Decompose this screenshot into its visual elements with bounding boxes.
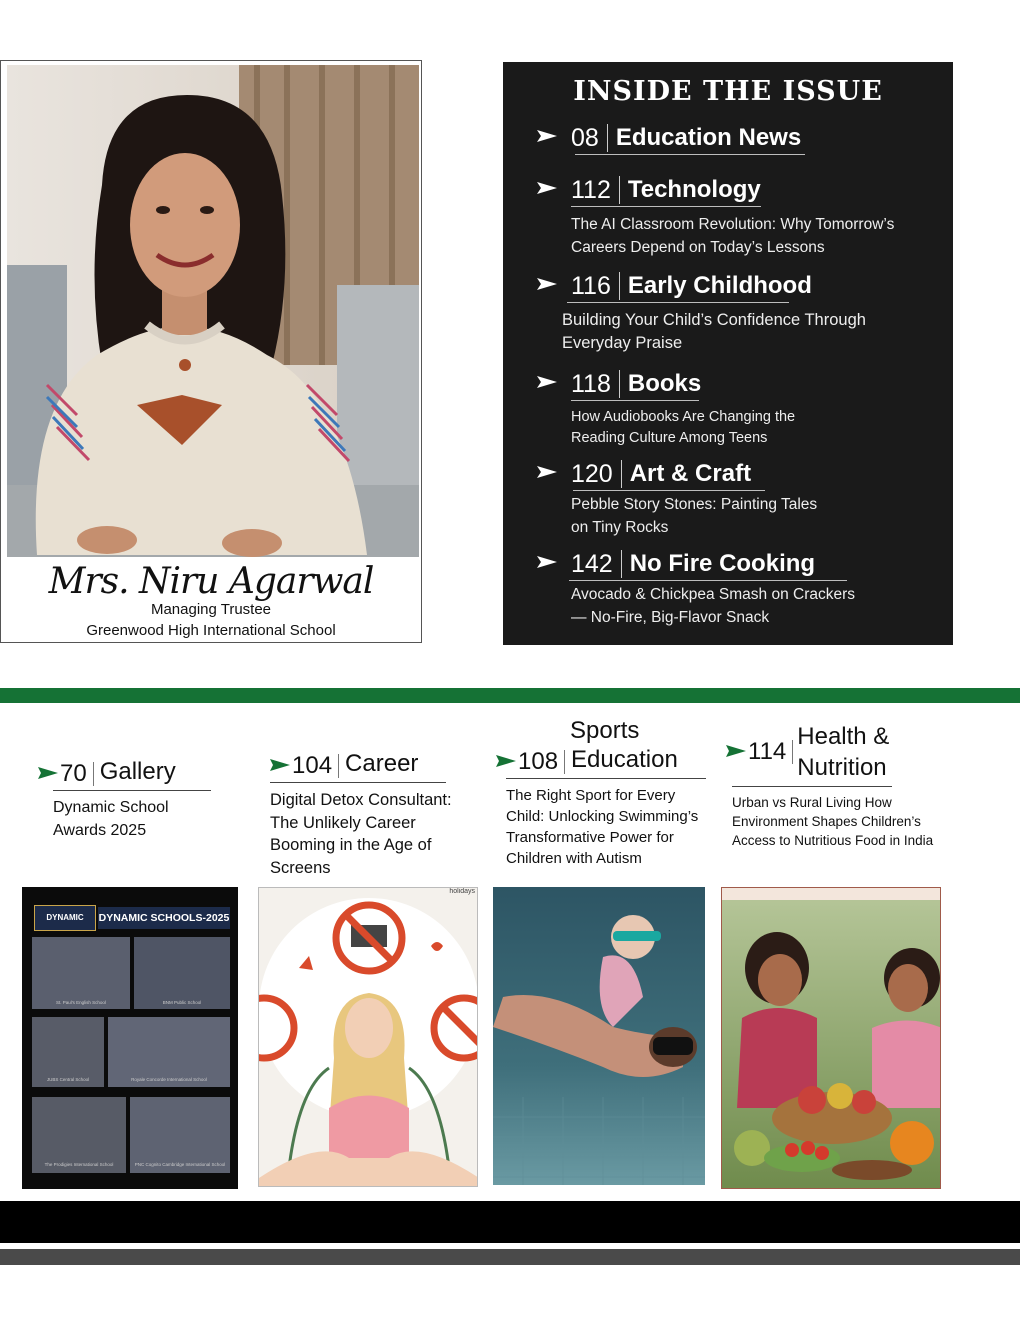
- school-caption: St. Paul's English School: [56, 1000, 106, 1005]
- feature-desc-line: Access to Nutritious Food in India: [732, 833, 934, 848]
- feature-desc-line: Dynamic School: [53, 799, 169, 816]
- issue-page-number: 116: [571, 272, 620, 300]
- issue-page-number: 112: [571, 176, 620, 204]
- feature-desc-line: Screens: [270, 858, 331, 877]
- school-caption: PNC Cognito Cambridge International School: [134, 1162, 226, 1167]
- feature-desc-line: Children with Autism: [506, 850, 642, 867]
- issue-page-number: 142: [571, 550, 622, 578]
- tag-text: holidays: [449, 888, 475, 895]
- school-caption: JUBS Central School: [46, 1077, 90, 1082]
- feature-desc-line: Awards 2025: [53, 821, 147, 839]
- arrow-right-icon: [537, 374, 557, 390]
- feature-health-nutrition[interactable]: [726, 722, 966, 850]
- arrow-right-icon: [537, 464, 557, 480]
- issue-desc-line: — No-Fire, Big-Flavor Snack: [571, 609, 770, 626]
- divider: [569, 580, 847, 581]
- issue-desc-line: How Audiobooks Are Changing the: [571, 409, 796, 425]
- feature-title: Gallery: [99, 758, 176, 785]
- footer-black-bar: [0, 1201, 1020, 1243]
- issue-desc-line: The AI Classroom Revolution: Why Tomorrow’s: [571, 216, 895, 233]
- gallery-banner: DYNAMIC SCHOOLS-2025: [98, 907, 230, 929]
- divider: [575, 154, 805, 155]
- issue-page-number: 08: [571, 124, 608, 152]
- divider: [567, 302, 789, 303]
- issue-entry-art-craft[interactable]: [537, 452, 937, 539]
- issue-entry-early-childhood[interactable]: [537, 264, 937, 355]
- issue-desc-line: Avocado & Chickpea Smash on Crackers: [571, 586, 856, 603]
- issue-title: Education News: [615, 124, 802, 151]
- feature-page-number: 104: [292, 754, 339, 778]
- issue-title: Technology: [627, 176, 761, 203]
- issue-desc-line: on Tiny Rocks: [571, 519, 669, 536]
- feature-desc-line: Environment Shapes Children’s: [732, 814, 921, 829]
- no-phone-icon: [259, 998, 294, 1058]
- divider: [573, 490, 765, 491]
- signature: Mrs. Niru Agarwal: [48, 561, 374, 602]
- school-caption: Royale Concorde International School: [131, 1077, 207, 1082]
- divider: [571, 400, 699, 401]
- feature-gallery[interactable]: [38, 758, 218, 842]
- arrow-right-icon: [726, 744, 746, 758]
- feature-sports-education[interactable]: [496, 716, 716, 869]
- issue-desc-line: Building Your Child’s Confidence Through: [562, 311, 866, 329]
- no-wifi-icon: [434, 998, 478, 1058]
- profile-card: [0, 60, 422, 643]
- issue-desc-line: Everyday Praise: [562, 334, 683, 352]
- arrow-right-icon: [537, 276, 557, 292]
- sports-thumbnail[interactable]: [493, 887, 705, 1185]
- issue-desc-line: Reading Culture Among Teens: [571, 430, 768, 446]
- divider: [270, 782, 446, 783]
- school-caption: BNM Public School: [162, 1000, 202, 1005]
- feature-desc-line: Booming in the Age of: [270, 836, 432, 854]
- gallery-thumbnail[interactable]: [22, 887, 238, 1189]
- arrow-right-icon: [537, 128, 557, 144]
- feature-desc-line: Child: Unlocking Swimming’s: [506, 808, 699, 825]
- dynamic-logo: DYNAMIC: [34, 905, 96, 931]
- health-thumbnail[interactable]: [721, 887, 941, 1189]
- career-thumbnail[interactable]: [258, 887, 478, 1187]
- issue-title: No Fire Cooking: [629, 550, 816, 577]
- award-photo: [32, 937, 130, 1009]
- divider: [732, 786, 892, 787]
- arrow-right-icon: [38, 766, 58, 780]
- feature-career[interactable]: [270, 750, 470, 879]
- feature-desc-line: The Unlikely Career: [270, 813, 416, 832]
- feature-title-top: Sports: [570, 717, 640, 744]
- feature-title-line2: Nutrition: [797, 754, 887, 781]
- divider: [506, 778, 706, 779]
- feature-title: Career: [345, 750, 419, 777]
- arrow-right-icon: [537, 180, 557, 196]
- portrait-photo: [7, 65, 419, 557]
- footer-gray-bar: [0, 1249, 1020, 1265]
- inside-the-issue-panel: [503, 62, 953, 645]
- feature-page-number: 70: [60, 762, 94, 786]
- feature-title: Health &: [797, 723, 890, 750]
- award-photo: [134, 937, 230, 1009]
- feature-page-number: 108: [518, 750, 565, 774]
- issue-entry-books[interactable]: [537, 362, 937, 449]
- issue-entry-education-news[interactable]: [537, 116, 937, 155]
- arrow-right-icon: [537, 554, 557, 570]
- feature-desc-line: Transformative Power for: [506, 829, 674, 846]
- school-caption: The Prodigies International School: [44, 1162, 114, 1167]
- issue-entry-technology[interactable]: [537, 168, 937, 259]
- feature-desc-line: Urban vs Rural Living How: [732, 795, 892, 810]
- issue-heading: INSIDE THE ISSUE: [573, 76, 883, 107]
- no-laptop-icon: [336, 905, 402, 971]
- issue-title: Art & Craft: [629, 460, 752, 487]
- profile-school: Greenwood High International School: [86, 622, 336, 639]
- divider: [571, 206, 761, 207]
- issue-title: Books: [627, 370, 702, 397]
- feature-desc-line: Digital Detox Consultant:: [270, 791, 452, 809]
- arrow-right-icon: [270, 758, 290, 772]
- issue-desc-line: Pebble Story Stones: Painting Tales: [571, 496, 818, 513]
- issue-desc-line: Careers Depend on Today’s Lessons: [571, 239, 825, 256]
- arrow-right-icon: [496, 754, 516, 768]
- issue-entry-no-fire-cooking[interactable]: [537, 542, 937, 629]
- green-divider-band: [0, 688, 1020, 703]
- feature-page-number: 114: [748, 740, 793, 764]
- issue-title: Early Childhood: [627, 272, 812, 299]
- issue-page-number: 120: [571, 460, 622, 488]
- issue-page-number: 118: [571, 370, 620, 398]
- feature-title: Education: [571, 746, 678, 773]
- profile-role: Managing Trustee: [150, 601, 272, 618]
- feature-desc-line: The Right Sport for Every: [506, 787, 676, 804]
- divider: [53, 790, 211, 791]
